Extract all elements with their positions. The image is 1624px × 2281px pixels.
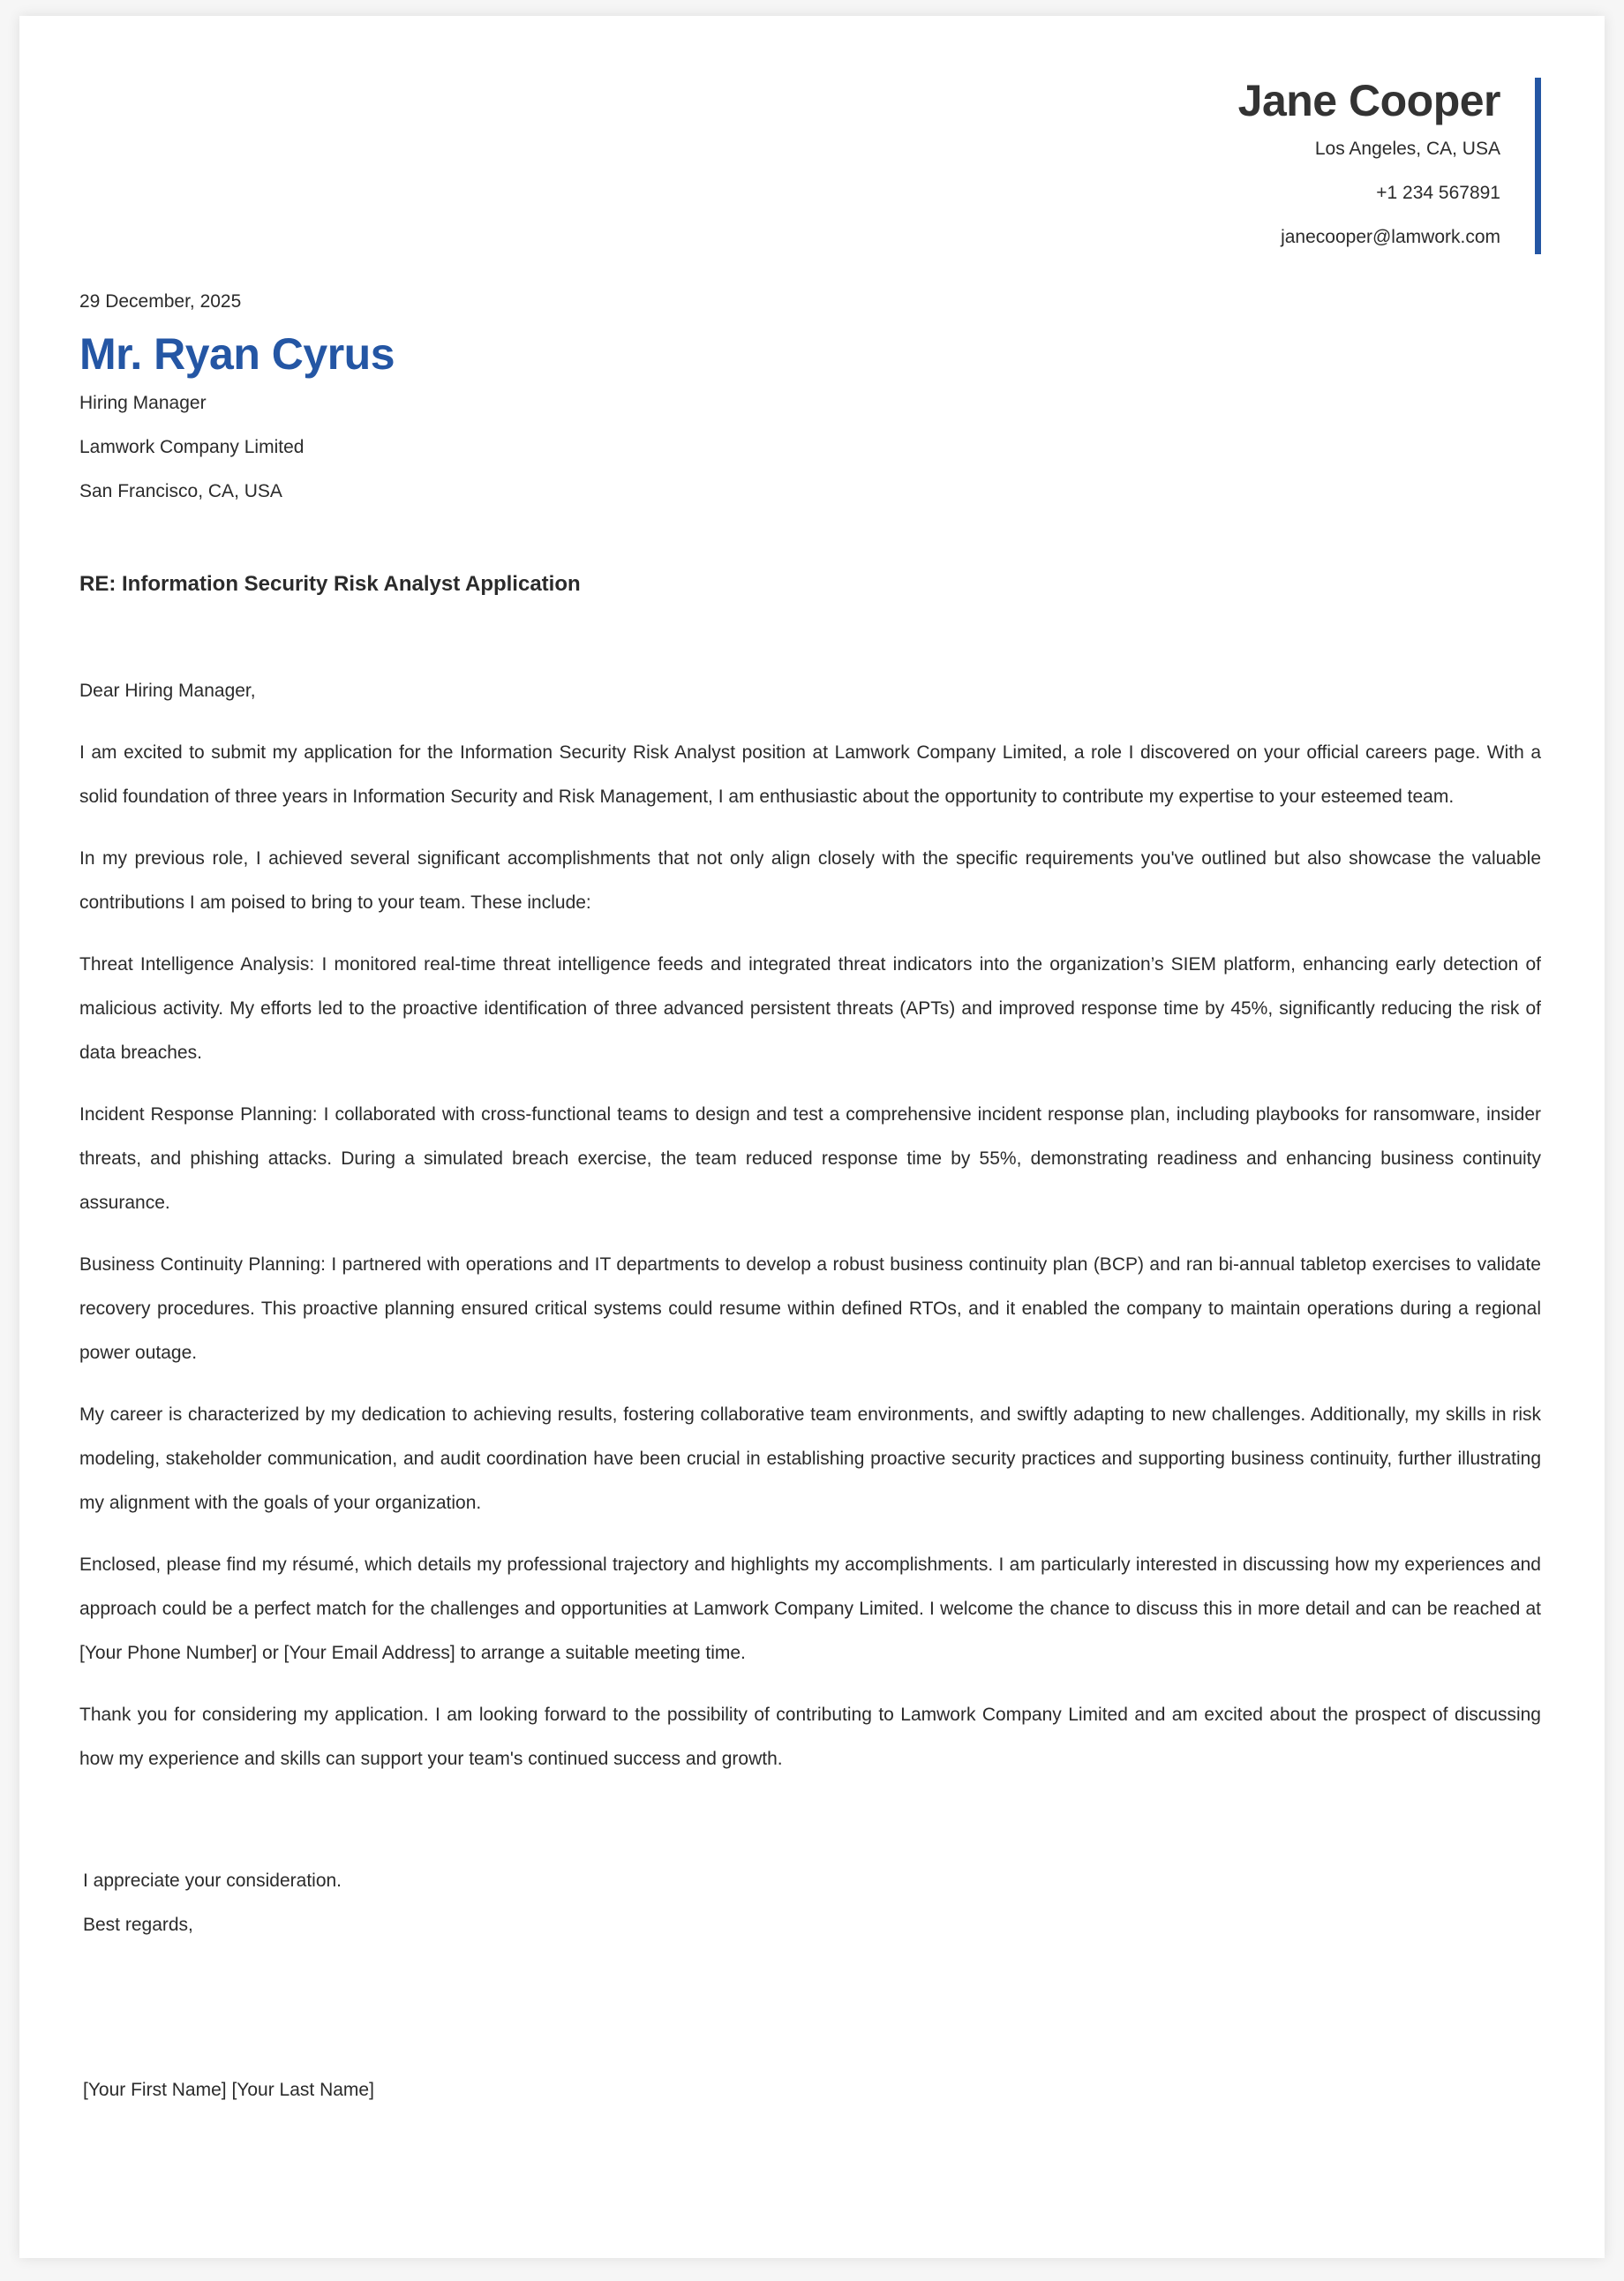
letter-page [19, 16, 1605, 2258]
closing-line: I appreciate your consideration. [83, 1871, 342, 1891]
recipient-title: Hiring Manager [79, 393, 207, 413]
body-paragraph: I am excited to submit my application for the Information Security Risk Analyst position at Lamwork Company Limited, a role I discovered on your official careers page. With a solid foundation of three years in Information Security and Risk Management, I am enthusiastic about the opportunity to contribute my expertise to your esteemed team. [79, 742, 1541, 807]
sender-phone: +1 234 567891 [1376, 183, 1500, 203]
letter-body [79, 669, 1541, 1799]
closing-block [83, 1859, 342, 1947]
body-paragraph: In my previous role, I achieved several significant accomplishments that not only align closely with the specific requirements you've outlined but also showcase the valuable contributions I am poised to bring to your team. These include: [79, 848, 1541, 913]
closing-salutation: Best regards, [83, 1915, 193, 1935]
recipient-block [79, 327, 395, 514]
sender-accent-bar [1535, 78, 1541, 254]
sender-location: Los Angeles, CA, USA [1314, 139, 1500, 159]
body-paragraph: Enclosed, please find my résumé, which details my professional trajectory and highlights my accomplishments. I am particularly interested in discussing how my experiences and approach could be a perfect match for the challenges and opportunities at Lamwork Company Limited. I welcome the chance to discuss this in more detail and can be reached at [Your Phone Number] or [Your Email Address] to arrange a suitable meeting time. [79, 1555, 1541, 1663]
letter-date: 29 December, 2025 [79, 291, 242, 312]
body-paragraph: Threat Intelligence Analysis: I monitored real-time threat intelligence feeds and integrated threat indicators into the organization’s SIEM platform, enhancing early detection of malicious activity. My efforts led to the proactive identification of three advanced persistent threats (APTs) and improved response time by 45%, significantly reducing the risk of data breaches. [79, 954, 1541, 1063]
body-paragraph: Business Continuity Planning: I partnered with operations and IT departments to develop a robust business continuity plan (BCP) and ran bi-annual tabletop exercises to validate recovery procedures. This proactive planning ensured critical systems could resume within defined RTOs, and it enabled the company to maintain operations during a regional power outage. [79, 1254, 1541, 1363]
sender-email: janecooper@lamwork.com [1281, 227, 1500, 247]
recipient-name: Mr. Ryan Cyrus [79, 329, 395, 379]
sender-name: Jane Cooper [1237, 76, 1500, 125]
body-paragraph: My career is characterized by my dedication to achieving results, fostering collaborative team environments, and swiftly adapting to new challenges. Additionally, my skills in risk modeling, stakeholder communication, and audit coordination have been crucial in establishing proactive security practices and supporting business continuity, further illustrating my alignment with the goals of your organization. [79, 1404, 1541, 1513]
signature-name: [Your First Name] [Your Last Name] [83, 2080, 374, 2100]
body-paragraph: Incident Response Planning: I collaborated with cross-functional teams to design and test a comprehensive incident response plan, including playbooks for ransomware, insider threats, and phishing attacks. During a simulated breach exercise, the team reduced response time by 55%, demonstrating readiness and enhancing business continuity assurance. [79, 1104, 1541, 1213]
sender-block [1238, 74, 1500, 260]
body-paragraph: Thank you for considering my application. I am looking forward to the possibility of contributing to Lamwork Company Limited and am excited about the prospect of discussing how my experience and skills can support your team's continued success and growth. [79, 1705, 1541, 1769]
letter-subject: RE: Information Security Risk Analyst Application [79, 572, 581, 596]
recipient-company: Lamwork Company Limited [79, 437, 304, 457]
greeting: Dear Hiring Manager, [79, 681, 256, 701]
recipient-location: San Francisco, CA, USA [79, 481, 282, 501]
